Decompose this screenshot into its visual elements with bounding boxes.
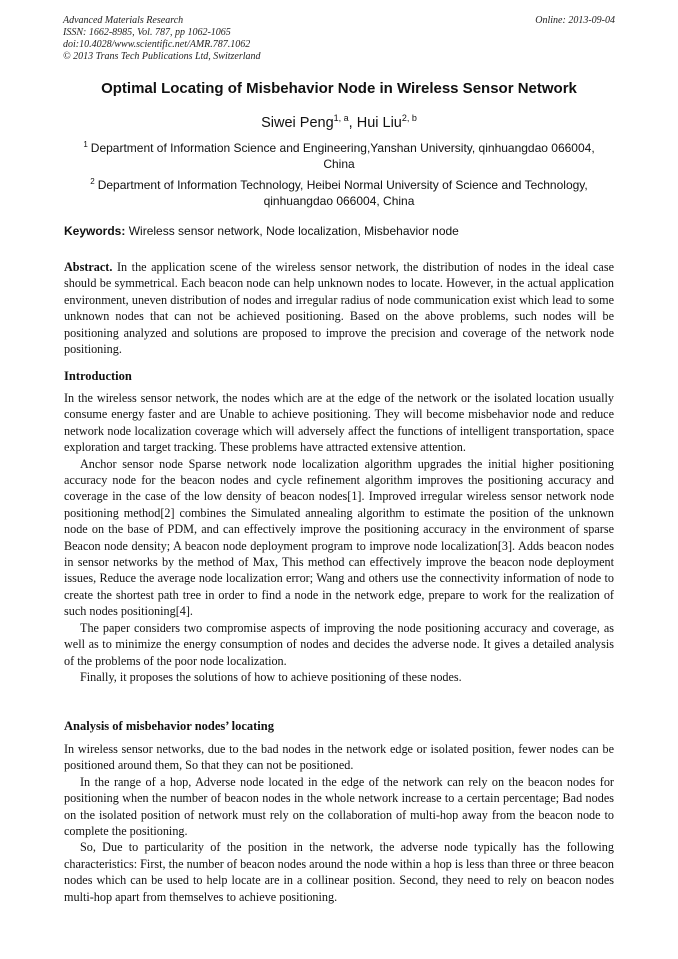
paragraph: In the wireless sensor network, the nodes which are at the edge of the network or the isolated location usually consume energy faster and are Unable to achieve positioning. They will become misbehavior node and reduce network node localization coverage which will adversely affect the functions of intelligent transportation, space exploration and target tracking. These problems have attracted extensive attention. <box>64 391 614 455</box>
abstract <box>64 259 614 357</box>
affiliation-number: 2 <box>90 177 95 186</box>
abstract-text: In the application scene of the wireless sensor network, the distribution of nodes in the ideal case should be symmetrical. Each beacon node can help unknown nodes to locate. However, in the actual application environment, uneven distribution of nodes and irregular radius of node communication exist which lead to some unknown nodes that can not be achieved positioning. Based on the above problems, such nodes will be positioning analyzed and solutions are proposed to improve the precision and coverage of the network node positioning. <box>64 260 614 357</box>
keywords-text: Wireless sensor network, Node localization, Misbehavior node <box>128 224 459 238</box>
affiliation <box>70 137 608 172</box>
affiliation-text: Department of Information Science and Engineering,Yanshan University, qinhuangdao 066004, China <box>90 141 595 171</box>
keywords-label: Keywords: <box>64 224 126 238</box>
author-affiliation-marker: 2, b <box>401 113 417 123</box>
journal-name: Advanced Materials Research <box>63 15 184 26</box>
paragraph: In wireless sensor networks, due to the bad nodes in the network edge or isolated position, fewer nodes can be positioned around them, So that they can not be positioned. <box>64 742 614 773</box>
abstract-label: Abstract. <box>64 260 113 274</box>
journal-info <box>63 15 261 63</box>
section-heading: Introduction <box>64 369 132 383</box>
section-body <box>64 741 614 905</box>
section-heading: Analysis of misbehavior nodes’ locating <box>64 719 274 733</box>
paragraph: The paper considers two compromise aspects of improving the node positioning accuracy and coverage, as well as to minimize the energy consumption of nodes and decides the adverse node. It gives a detailed analysis of the problems of the poor node localization. <box>64 620 614 668</box>
paper-title: Optimal Locating of Misbehavior Node in Wireless Sensor Network <box>101 80 577 97</box>
paragraph: So, Due to particularity of the position in the network, the adverse node typically has the following characteristics: First, the number of beacon nodes around the node within a hop is less than three or three beacon nodes which can be used to help locate are in a collinear position. Second, they need to rely on beacon nodes multi-hop apart from themselves to achieve positioning. <box>64 840 614 904</box>
author-affiliation-marker: 1, a <box>333 113 349 123</box>
copyright: © 2013 Trans Tech Publications Ltd, Switzerland <box>63 51 261 62</box>
paragraph: In the range of a hop, Adverse node located in the edge of the network can rely on the beacon nodes for positioning when the number of beacon nodes in the whole network increase to a certain percentage; Bad nodes on the isolated position of network must rely on the collaboration of multi-hop away from the beacon node to complete the positioning. <box>64 774 614 839</box>
keywords <box>64 224 459 238</box>
affiliation-number: 1 <box>83 140 88 149</box>
author-name: Siwei Peng <box>261 114 334 131</box>
author-name: Hui Liu <box>356 114 402 131</box>
section-body <box>64 390 614 685</box>
affiliation <box>70 174 608 209</box>
author-separator: , <box>348 114 357 131</box>
paragraph: Finally, it proposes the solutions of how to achieve positioning of these nodes. <box>80 669 462 684</box>
online-date: Online: 2013-09-04 <box>535 15 615 26</box>
author-list <box>40 113 638 131</box>
issn: ISSN: 1662-8985, Vol. 787, pp 1062-1065 <box>63 27 231 38</box>
paragraph: Anchor sensor node Sparse network node localization algorithm upgrades the initial higher positioning accuracy node for the beacon nodes and cycle refinement algorithm improves the positioning accuracy and coverage in the case of the low density of beacon nodes[1]. Improved irregular wireless sensor network node positioning method[2] combines the Simulated annealing algorithm to estimate the position of the unknown node on the base of PDM, and can effectively improve the positioning accuracy in the environment of sparse Beacon node density; A beacon node deployment program to improve node localization[3]. Adds beacon nodes in sensor networks by the method of Max, This method can effectively improve the beacon node deployment issues, Reduce the average node localization error; Wang and others use the connectivity information of node to create the shortest path tree in order to find a node in the network edge, prepare to work for the realization of such nodes positioning[4]. <box>64 456 614 619</box>
doi: doi:10.4028/www.scientific.net/AMR.787.1062 <box>63 39 251 50</box>
affiliation-text: Department of Information Technology, Heibei Normal University of Science and Technology, qinhuangdao 066004, China <box>97 178 588 208</box>
